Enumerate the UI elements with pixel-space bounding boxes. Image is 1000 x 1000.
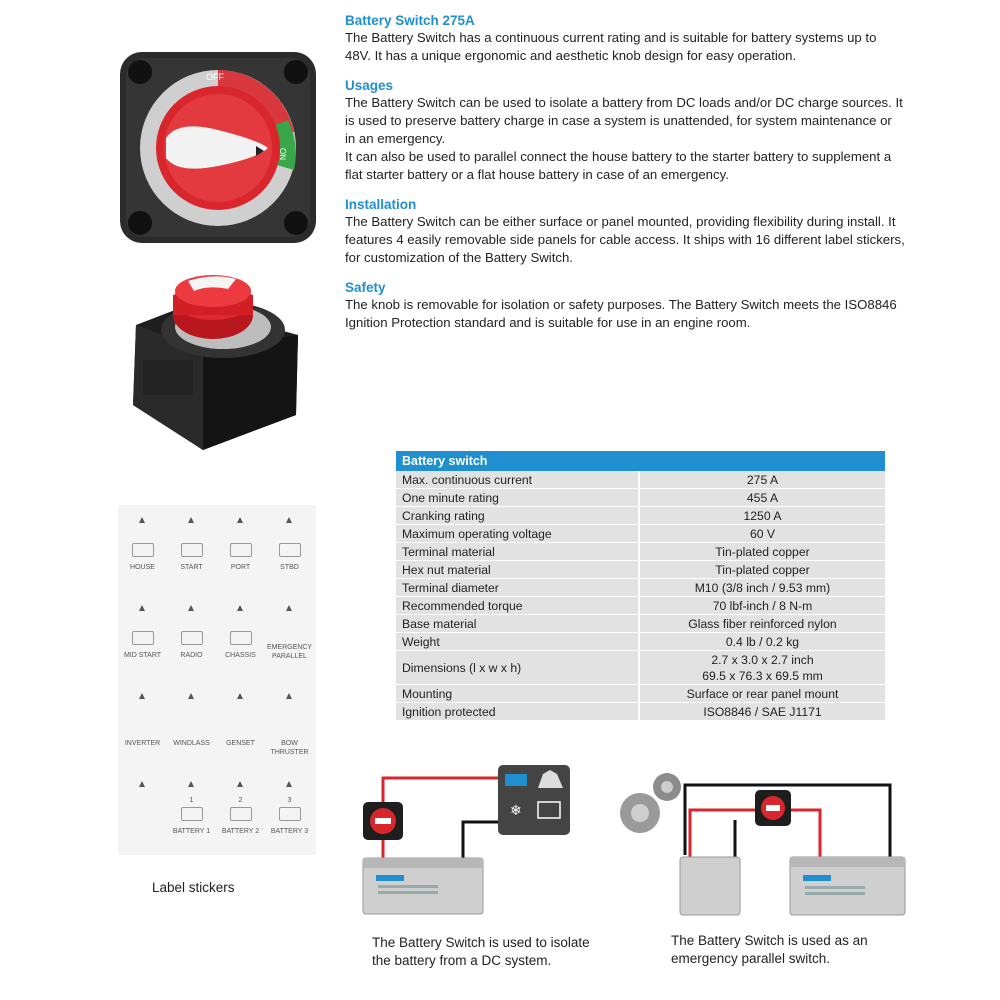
- spec-value: M10 (3/8 inch / 9.53 mm): [639, 579, 885, 597]
- arrow-up-icon: [286, 605, 292, 611]
- spec-label: Recommended torque: [396, 597, 639, 615]
- sticker-mid-start: [118, 593, 167, 681]
- spec-label: Hex nut material: [396, 561, 639, 579]
- spec-value: Tin-plated copper: [639, 561, 885, 579]
- spec-value: Tin-plated copper: [639, 543, 885, 561]
- sticker-label: BATTERY 1: [172, 828, 211, 835]
- table-row: [396, 543, 885, 561]
- arrow-up-icon: [286, 781, 292, 787]
- battery-icon: [230, 631, 252, 645]
- arrow-up-icon: [237, 517, 243, 523]
- off-label: OFF: [206, 72, 224, 82]
- arrow-up-icon: [139, 517, 145, 523]
- spec-table: [396, 451, 885, 721]
- section-paragraph: The Battery Switch has a continuous current rating and is suitable for battery systems up to 48V. It has a unique ergonomic and aesthetic knob design for easy operation.: [345, 30, 877, 63]
- table-row: [396, 507, 885, 525]
- section-paragraph: It can also be used to parallel connect the house battery to the starter battery to supplement a flat starter battery or a flat house battery in case of an emergency.: [345, 149, 892, 182]
- arrow-up-icon: [237, 781, 243, 787]
- sticker-stbd: [265, 505, 314, 593]
- isolate-wiring-diagram: [358, 760, 573, 918]
- spec-label: Cranking rating: [396, 507, 639, 525]
- arrow-up-icon: [188, 693, 194, 699]
- spec-value: 70 lbf-inch / 8 N-m: [639, 597, 885, 615]
- battery-icon: [132, 631, 154, 645]
- sticker-house: [118, 505, 167, 593]
- table-row: [396, 489, 885, 507]
- sticker-label: STBD: [280, 564, 299, 571]
- spec-label: Base material: [396, 615, 639, 633]
- spec-label: Weight: [396, 633, 639, 651]
- table-row: [396, 471, 885, 489]
- sticker-label: PORT: [230, 564, 251, 571]
- sticker-number: 3: [287, 797, 292, 804]
- section-title: Installation: [345, 197, 417, 212]
- spec-label: One minute rating: [396, 489, 639, 507]
- battery-switch-top-image: [118, 50, 318, 245]
- sticker-emergency-parallel: [265, 593, 314, 681]
- battery-icon: [181, 543, 203, 557]
- spec-value: 0.4 lb / 0.2 kg: [639, 633, 885, 651]
- spec-label: Maximum operating voltage: [396, 525, 639, 543]
- section-title: Safety: [345, 280, 386, 295]
- sticker-label: BOW THRUSTER: [270, 740, 309, 756]
- battery-icon: [132, 543, 154, 557]
- isolate-caption: The Battery Switch is used to isolate the battery from a DC system.: [372, 935, 590, 968]
- sticker-label: MID START: [123, 652, 162, 659]
- sticker-label: INVERTER: [124, 740, 161, 747]
- sticker-battery-1: [167, 769, 216, 857]
- sticker-label: BATTERY 2: [221, 828, 260, 835]
- table-row: [396, 633, 885, 651]
- spec-label: Ignition protected: [396, 703, 639, 721]
- stickers-caption: Label stickers: [152, 880, 235, 895]
- arrow-up-icon: [139, 781, 145, 787]
- on-label: ON: [278, 148, 287, 160]
- spec-value-line: 69.5 x 76.3 x 69.5 mm: [702, 668, 823, 683]
- spec-label: Terminal material: [396, 543, 639, 561]
- spec-value: 455 A: [639, 489, 885, 507]
- parallel-caption: The Battery Switch is used as an emergency parallel switch.: [671, 933, 868, 966]
- table-row: [396, 651, 885, 685]
- sticker-bow-thruster: [265, 681, 314, 769]
- battery-icon: [230, 807, 252, 821]
- label-sticker-sheet: [118, 505, 316, 855]
- sticker-port: [216, 505, 265, 593]
- arrow-up-icon: [286, 693, 292, 699]
- sticker-chassis: [216, 593, 265, 681]
- sticker-label: CHASSIS: [225, 652, 256, 659]
- table-row: [396, 597, 885, 615]
- description-column: [345, 12, 905, 344]
- sticker-battery-2: [216, 769, 265, 857]
- spec-value: ISO8846 / SAE J1171: [639, 703, 885, 721]
- battery-icon: [230, 543, 252, 557]
- section-paragraph: The knob is removable for isolation or safety purposes. The Battery Switch meets the ISO8846 Ignition Protection standard and is suitable for use in an engine room.: [345, 297, 897, 330]
- sticker-label: GENSET: [226, 740, 255, 747]
- table-row: [396, 703, 885, 721]
- sticker-label: RADIO: [180, 652, 203, 659]
- section-usages: [345, 77, 905, 184]
- table-row: [396, 561, 885, 579]
- spec-value: Surface or rear panel mount: [639, 685, 885, 703]
- table-row: [396, 615, 885, 633]
- section-paragraph: The Battery Switch can be either surface or panel mounted, providing flexibility during install. It features 4 easily removable side panels for cable access. It ships with 16 different label stickers, for customization of the Battery Switch.: [345, 214, 905, 265]
- sticker-label: WINDLASS: [173, 740, 210, 747]
- arrow-up-icon: [286, 517, 292, 523]
- battery-icon: [181, 807, 203, 821]
- sticker-label: START: [180, 564, 203, 571]
- section-installation: [345, 196, 905, 267]
- arrow-up-icon: [188, 517, 194, 523]
- section-battery-switch: [345, 12, 905, 65]
- section-safety: [345, 279, 905, 332]
- spec-label: Max. continuous current: [396, 471, 639, 489]
- spec-value: 60 V: [639, 525, 885, 543]
- section-title: Battery Switch 275A: [345, 13, 475, 28]
- arrow-up-icon: [139, 693, 145, 699]
- sticker-label: EMERGENCY PARALLEL: [266, 644, 313, 660]
- sticker-blank: [118, 769, 167, 857]
- section-paragraph: The Battery Switch can be used to isolate a battery from DC loads and/or DC charge sources. It is used to preserve battery charge in case a system is unattended, for system maintenance or in an emergency.: [345, 95, 903, 146]
- spec-value: 275 A: [639, 471, 885, 489]
- sticker-number: 1: [189, 797, 194, 804]
- arrow-up-icon: [237, 605, 243, 611]
- spec-label: Mounting: [396, 685, 639, 703]
- battery-icon: [279, 807, 301, 821]
- table-row: [396, 525, 885, 543]
- sticker-radio: [167, 593, 216, 681]
- sticker-inverter: [118, 681, 167, 769]
- arrow-up-icon: [139, 605, 145, 611]
- spec-table-header: Battery switch: [396, 451, 885, 471]
- sticker-genset: [216, 681, 265, 769]
- spec-value: 1250 A: [639, 507, 885, 525]
- sticker-label: BATTERY 3: [270, 828, 309, 835]
- sticker-battery-3: [265, 769, 314, 857]
- battery-icon: [279, 543, 301, 557]
- arrow-up-icon: [188, 605, 194, 611]
- sticker-windlass: [167, 681, 216, 769]
- section-title: Usages: [345, 78, 394, 93]
- table-row: [396, 685, 885, 703]
- arrow-up-icon: [237, 693, 243, 699]
- sticker-number: 2: [238, 797, 243, 804]
- battery-switch-angled-image: [128, 265, 303, 453]
- sticker-label: HOUSE: [130, 564, 155, 571]
- spec-label: Dimensions (l x w x h): [396, 651, 639, 685]
- spec-label: Terminal diameter: [396, 579, 639, 597]
- svg-text:❄: ❄: [510, 803, 522, 819]
- table-row: [396, 579, 885, 597]
- spec-value-line: 2.7 x 3.0 x 2.7 inch: [711, 652, 814, 667]
- sticker-start: [167, 505, 216, 593]
- spec-value: [639, 651, 885, 685]
- arrow-up-icon: [188, 781, 194, 787]
- spec-value: Glass fiber reinforced nylon: [639, 615, 885, 633]
- parallel-wiring-diagram: [615, 765, 915, 920]
- battery-icon: [181, 631, 203, 645]
